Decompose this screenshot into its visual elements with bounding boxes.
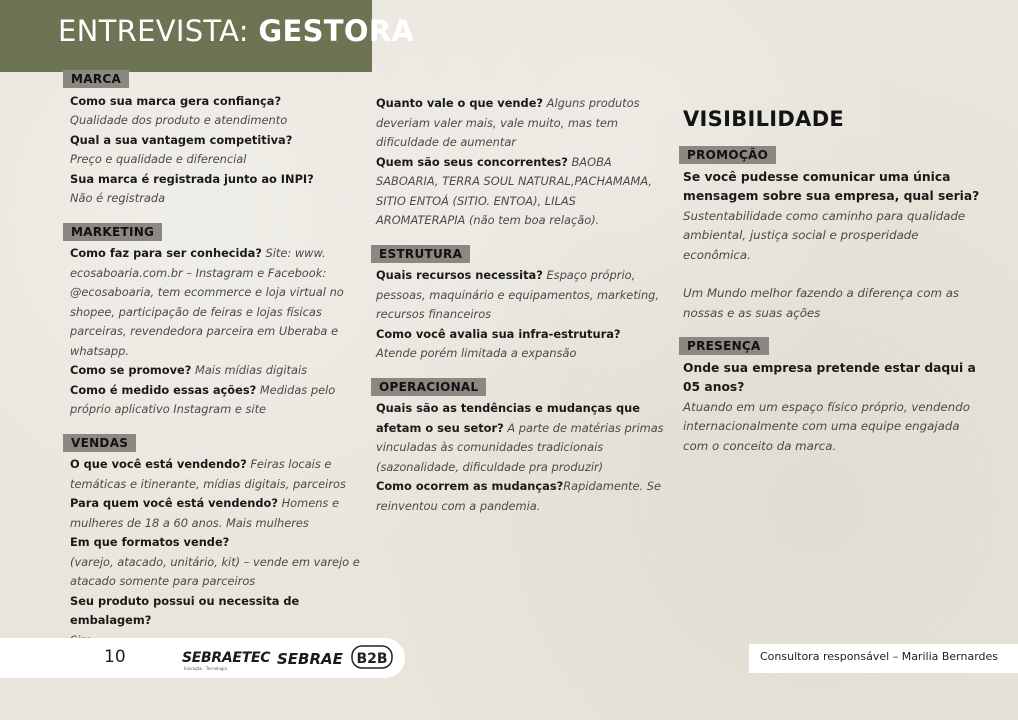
answer: Atende porém limitada a expansão bbox=[376, 346, 577, 360]
answer: Mais mídias digitais bbox=[191, 363, 308, 377]
section-estrutura bbox=[376, 245, 666, 364]
qa-paragraph bbox=[70, 494, 360, 533]
b2b-logo bbox=[351, 645, 393, 671]
section-tag-vendas: VENDAS bbox=[63, 434, 136, 452]
qa-block bbox=[376, 266, 666, 364]
qa-paragraph bbox=[70, 381, 360, 420]
question: Qual a sua vantagem competitiva? bbox=[70, 132, 293, 147]
section-promocao bbox=[683, 146, 983, 323]
sebraetec-logo-subtitle: Inovação · Tecnologia bbox=[184, 666, 227, 671]
question: Como você avalia sua infra-estrutura? bbox=[376, 326, 621, 341]
answer: Feiras locais e temáticas e itinerante, mídias digitais, parceiros bbox=[70, 457, 346, 491]
qa-paragraph bbox=[70, 455, 360, 494]
section-tag-promocao: PROMOÇÃO bbox=[679, 146, 776, 164]
question: Se você pudesse comunicar uma única mensagem sobre sua empresa, qual seria? bbox=[683, 169, 980, 203]
qa-block bbox=[683, 168, 983, 324]
section-tag-presenca: PRESENÇA bbox=[679, 337, 769, 355]
section-intro bbox=[376, 94, 666, 231]
qa-paragraph bbox=[376, 153, 666, 231]
answer: Preço e qualidade e diferencial bbox=[70, 152, 247, 166]
section-tag-marketing: MARKETING bbox=[63, 223, 162, 241]
answer: Sustentabilidade como caminho para qualidade ambiental, justiça social e prosperidade econômica. bbox=[683, 208, 966, 262]
sebraetec-logo: SEBRAETEC bbox=[182, 650, 271, 666]
page-title bbox=[58, 14, 414, 48]
answer: Rapidamente. Se reinventou com a pandemia. bbox=[376, 479, 662, 513]
answer: Qualidade dos produto e atendimento bbox=[70, 113, 288, 127]
section-tag-marca: MARCA bbox=[63, 70, 129, 88]
answer: Site: www. ecosaboaria.com.br – Instagram e Facebook: @ecosaboaria, tem ecommerce e loja virtual no shopee, participação de feiras e lojas físicas parceiras, revendedora parceira em Uberaba e whatsapp. bbox=[70, 246, 344, 358]
section-tag-estrutura: ESTRUTURA bbox=[371, 245, 470, 263]
question: Quais são as tendências e mudanças que afetam o seu setor? bbox=[376, 401, 640, 435]
qa-block bbox=[376, 399, 666, 516]
question: Sua marca é registrada junto ao INPI? bbox=[70, 171, 314, 186]
answer: Homens e mulheres de 18 a 60 anos. Mais mulheres bbox=[70, 496, 339, 530]
column-middle bbox=[376, 94, 666, 530]
qa-paragraph bbox=[376, 266, 666, 325]
answer: A parte de matérias primas vinculadas às comunidades tradicionais (sazonalidade, dificuldade pra produzir) bbox=[376, 420, 664, 474]
question: Como se promove? bbox=[70, 363, 192, 377]
answer: Alguns produtos deveriam valer mais, vale muito, mas tem dificuldade de aumentar bbox=[376, 96, 640, 149]
column-right bbox=[683, 104, 983, 470]
answer: Medidas pelo próprio aplicativo Instagram e site bbox=[70, 382, 336, 416]
answer: BAOBA SABOARIA, TERRA SOUL NATURAL,PACHAMAMA, SITIO ENTOÁ (SITIO. ENTOA), LILAS AROMATERAPIA (não tem boa relação). bbox=[376, 154, 652, 227]
b2b-logo-text: B2B bbox=[356, 651, 388, 667]
qa-paragraph bbox=[376, 477, 666, 516]
page-title-main: GESTORA bbox=[258, 14, 415, 48]
question: Para quem você está vendendo? bbox=[70, 496, 278, 510]
answer: Espaço próprio, pessoas, maquinário e equipamentos, marketing, recursos financeiros bbox=[376, 268, 660, 321]
qa-paragraph bbox=[376, 399, 666, 477]
question: Onde sua empresa pretende estar daqui a 05 anos? bbox=[683, 360, 976, 394]
question: Como sua marca gera confiança? bbox=[70, 93, 282, 108]
question: Quem são seus concorrentes? bbox=[376, 154, 568, 169]
question: Quais recursos necessita? bbox=[376, 268, 543, 282]
section-marketing bbox=[70, 223, 360, 420]
question: Como faz para ser conhecida? bbox=[70, 246, 262, 260]
answer: Um Mundo melhor fazendo a diferença com as nossas e as suas ações bbox=[683, 286, 960, 320]
qa-paragraph bbox=[376, 94, 666, 153]
section-title-visibilidade: VISIBILIDADE bbox=[683, 107, 845, 131]
page-number: 10 bbox=[104, 647, 126, 667]
section-marca bbox=[70, 70, 360, 209]
question: Seu produto possui ou necessita de embalagem? bbox=[70, 593, 300, 627]
sebrae-logo: SEBRAE bbox=[277, 650, 343, 668]
qa-block bbox=[683, 359, 983, 457]
question: Em que formatos vende? bbox=[70, 535, 230, 549]
section-tag-operacional: OPERACIONAL bbox=[371, 378, 486, 396]
consultant-credit: Consultora responsável – Marilia Bernardes bbox=[760, 650, 999, 663]
section-vendas bbox=[70, 434, 360, 651]
qa-block bbox=[70, 92, 360, 209]
page-title-prefix: ENTREVISTA: bbox=[58, 14, 259, 48]
qa-block bbox=[70, 244, 360, 420]
section-operacional bbox=[376, 378, 666, 517]
question: Como ocorrem as mudanças? bbox=[376, 479, 564, 493]
spacer bbox=[683, 265, 983, 284]
answer: Não é registrada bbox=[70, 191, 166, 205]
question: O que você está vendendo? bbox=[70, 457, 247, 471]
question: Quanto vale o que vende? bbox=[376, 96, 544, 110]
section-presenca bbox=[683, 337, 983, 456]
qa-paragraph bbox=[70, 361, 360, 381]
question: Como é medido essas ações? bbox=[70, 382, 257, 397]
qa-paragraph bbox=[70, 244, 360, 361]
qa-block bbox=[70, 455, 360, 650]
answer: (varejo, atacado, unitário, kit) – vende em varejo e atacado somente para parceiros bbox=[70, 554, 360, 588]
answer: Atuando em um espaço físico próprio, vendendo internacionalmente com uma equipe engajada com o conceito da marca. bbox=[683, 399, 970, 453]
column-left bbox=[70, 70, 360, 664]
